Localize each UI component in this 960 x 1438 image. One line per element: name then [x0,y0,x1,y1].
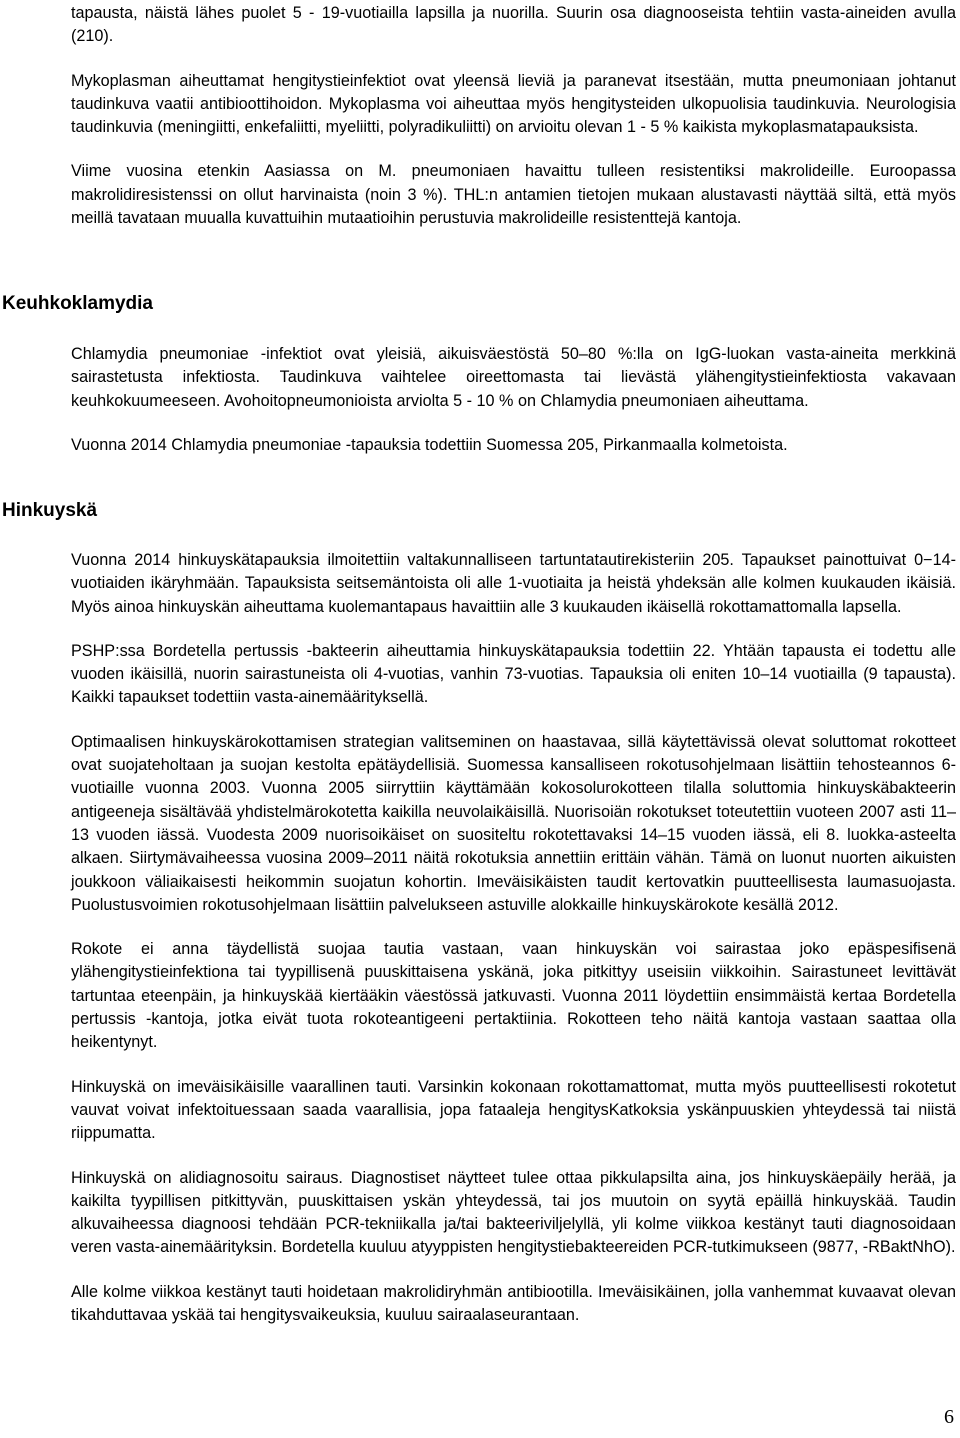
paragraph: Vuonna 2014 hinkuyskätapauksia ilmoitettiin valtakunnalliseen tartuntatautirekisteriin 205. Tapaukset painottuivat 0−14-vuotiaiden ikäryhmään. Tapauksista seitsemäntoista oli alle 1-vuotiaita ja heistä yhdeksän alle kolmen kuukauden ikäisiä. Myös ainoa hinkuyskän aiheuttama kuolemantapaus havaittiin alle 3 kuukauden ikäisellä rokottamattomalla lapsella. [71,551,956,616]
section-heading-pertussis: Hinkuyskä [2,500,98,521]
paragraph: Mykoplasman aiheuttamat hengitystieinfektiot ovat yleensä lieviä ja paranevat itsestään, mutta pneumoniaan johtanut taudinkuva vaatii antibioottihoidon. Mykoplasma voi aiheuttaa myös hengitysteiden ulkopuolisia taudinkuvia. Neurologisia taudinkuvia (meningiitti, enkefaliitti, myeliitti, polyradikuliitti) on arvioitu olevan 1 - 5 % kaikista mykoplasmatapauksista. [71,71,956,137]
pertussis-section [71,549,956,1327]
mycoplasma-section [71,2,956,230]
paragraph: Hinkuyskä on imeväisikäisille vaarallinen tauti. Varsinkin kokonaan rokottamattomat, mutta myös puutteellisesti rokotetut vauvat voivat infektoituessaan saada vaarallisia, jopa fataaleja hengitysKatkoksia yskänpuuskien yhteydessä tai niistä riippumatta. [71,1077,956,1143]
paragraph: tapausta, näistä lähes puolet 5 - 19-vuotiailla lapsilla ja nuorilla. Suurin osa diagnooseista tehtiin vasta-aineiden avulla (210). [71,4,956,46]
paragraph: Optimaalisen hinkuyskärokottamisen strategian valitseminen on haastavaa, sillä käytettävissä olevat soluttomat rokotteet ovat suojateholtaan ja suojan kestolta epätäydellisiä. Suomessa kansalliseen rokotusohjelmaan lisättiin tehosteannos 6-vuotiaille vuonna 2003. Vuonna 2005 siirryttiin käyttämään kokosolurokotteen tilalla soluttomia hinkuyskäbakteerin antigeeneja sisältävää yhdistelmärokotetta kaikilla neuvolaikäisillä. Nuorisoiän rokotukset toteutettiin vuoteen 2007 asti 11–13 vuoden iässä. Vuodesta 2009 nuorisoikäiset on suositeltu rokotettavaksi 14–15 vuoden iässä, eli 8. luokka-asteelta alkaen. Siirtymävaiheessa vuosina 2009–2011 näitä rokotuksia annettiin erittäin vähän. Tämä on luonut nuorten aikuisten joukkoon väliaikaisesti heikommin suojatun kohortin. Imeväisikäisten taudit kertovatkin puutteellisesta laumasuojasta. Puolustusvoimien rokotusohjelmaan lisättiin palvelukseen astuville alokkaille hinkuyskärokote kesällä 2012. [71,732,956,914]
paragraph: Hinkuyskä on alidiagnosoitu sairaus. Diagnostiset näytteet tulee ottaa pikkulapsilta aina, jos hinkuyskäepäily herää, ja kaikilta tyypillisen pitkittyvän, puuskittaisen yskän yhteydessä, tai jos muutoin on syytä epäillä hinkuyskää. Taudin alkuvaiheessa diagnoosi tehdään PCR-tekniikalla ja/tai bakteeriviljelyllä, yli kolme viikkoa kestänyt tauti diagnosoidaan veren vasta-ainemäärityksin. Bordetella kuuluu atyyppisten hengitystiebakteereiden PCR-tutkimukseen (9877, -RBaktNhO). [71,1168,956,1257]
paragraph: Chlamydia pneumoniae -infektiot ovat yleisiä, aikuisväestöstä 50–80 %:lla on IgG-luokan vasta-aineita merkkinä sairastetusta infektiosta. Taudinkuva vaihtelee oireettomasta tai lievästä ylähengitystieinfektiosta vakavaan keuhkokuumeeseen. Avohoitopneumonioista arviolta 5 - 10 % on Chlamydia pneumoniaen aiheuttama. [71,345,956,410]
paragraph: Viime vuosina etenkin Aasiassa on M. pneumoniaen havaittu tulleen resistentiksi makrolideille. Euroopassa makrolidiresistenssi on ollut harvinaista (noin 3 %). THL:n antamien tietojen mukaan alustavasti näyttää siltä, että myös meillä tavataan muualla kuvattuihin mutaatioihin perustuvia makrolideille resistenttejä kantoja. [71,162,956,228]
paragraph: Vuonna 2014 Chlamydia pneumoniae -tapauksia todettiin Suomessa 205, Pirkanmaalla kolmetoista. [71,435,788,454]
chlamydia-section [71,343,956,457]
paragraph: Rokote ei anna täydellistä suojaa tautia vastaan, vaan hinkuyskän voi sairastaa joko epäspesifisenä ylähengitystieinfektiona tai tyypillisenä puuskittaisena yskänä, joka pitkittyy useisiin viikkoihin. Sairastuneet levittävät tartuntaa eteenpäin, ja hinkuyskää kiertääkin väestössä jatkuvasti. Vuonna 2011 löydettiin ensimmäistä kertaa Bordetella pertussis -kantoja, jotka eivät tuota rokoteantigeeni pertaktiinia. Rokotteen teho näitä kantoja vastaan saattaa olla heikentynyt. [71,940,956,1052]
paragraph: PSHP:ssa Bordetella pertussis -bakteerin aiheuttamia hinkuyskätapauksia todettiin 22. Yhtään tapausta ei todettu alle vuoden ikäisillä, nuorin sairastuneista oli 4-vuotias, vanhin 73-vuotias. Tapauksia oli eniten 10–14 vuotiailla (9 tapausta). Kaikki tapaukset todettiin vasta-ainemäärityksellä. [71,641,956,707]
page-number: 6 [944,1406,954,1428]
section-heading-chlamydia: Keuhkoklamydia [2,293,153,314]
paragraph: Alle kolme viikkoa kestänyt tauti hoidetaan makrolidiryhmän antibiootilla. Imeväisikäinen, jolla vanhemmat kuvaavat olevan tikahduttavaa yskää tai hengitysvaikeuksia, kuuluu sairaalaseurantaan. [71,1282,956,1325]
